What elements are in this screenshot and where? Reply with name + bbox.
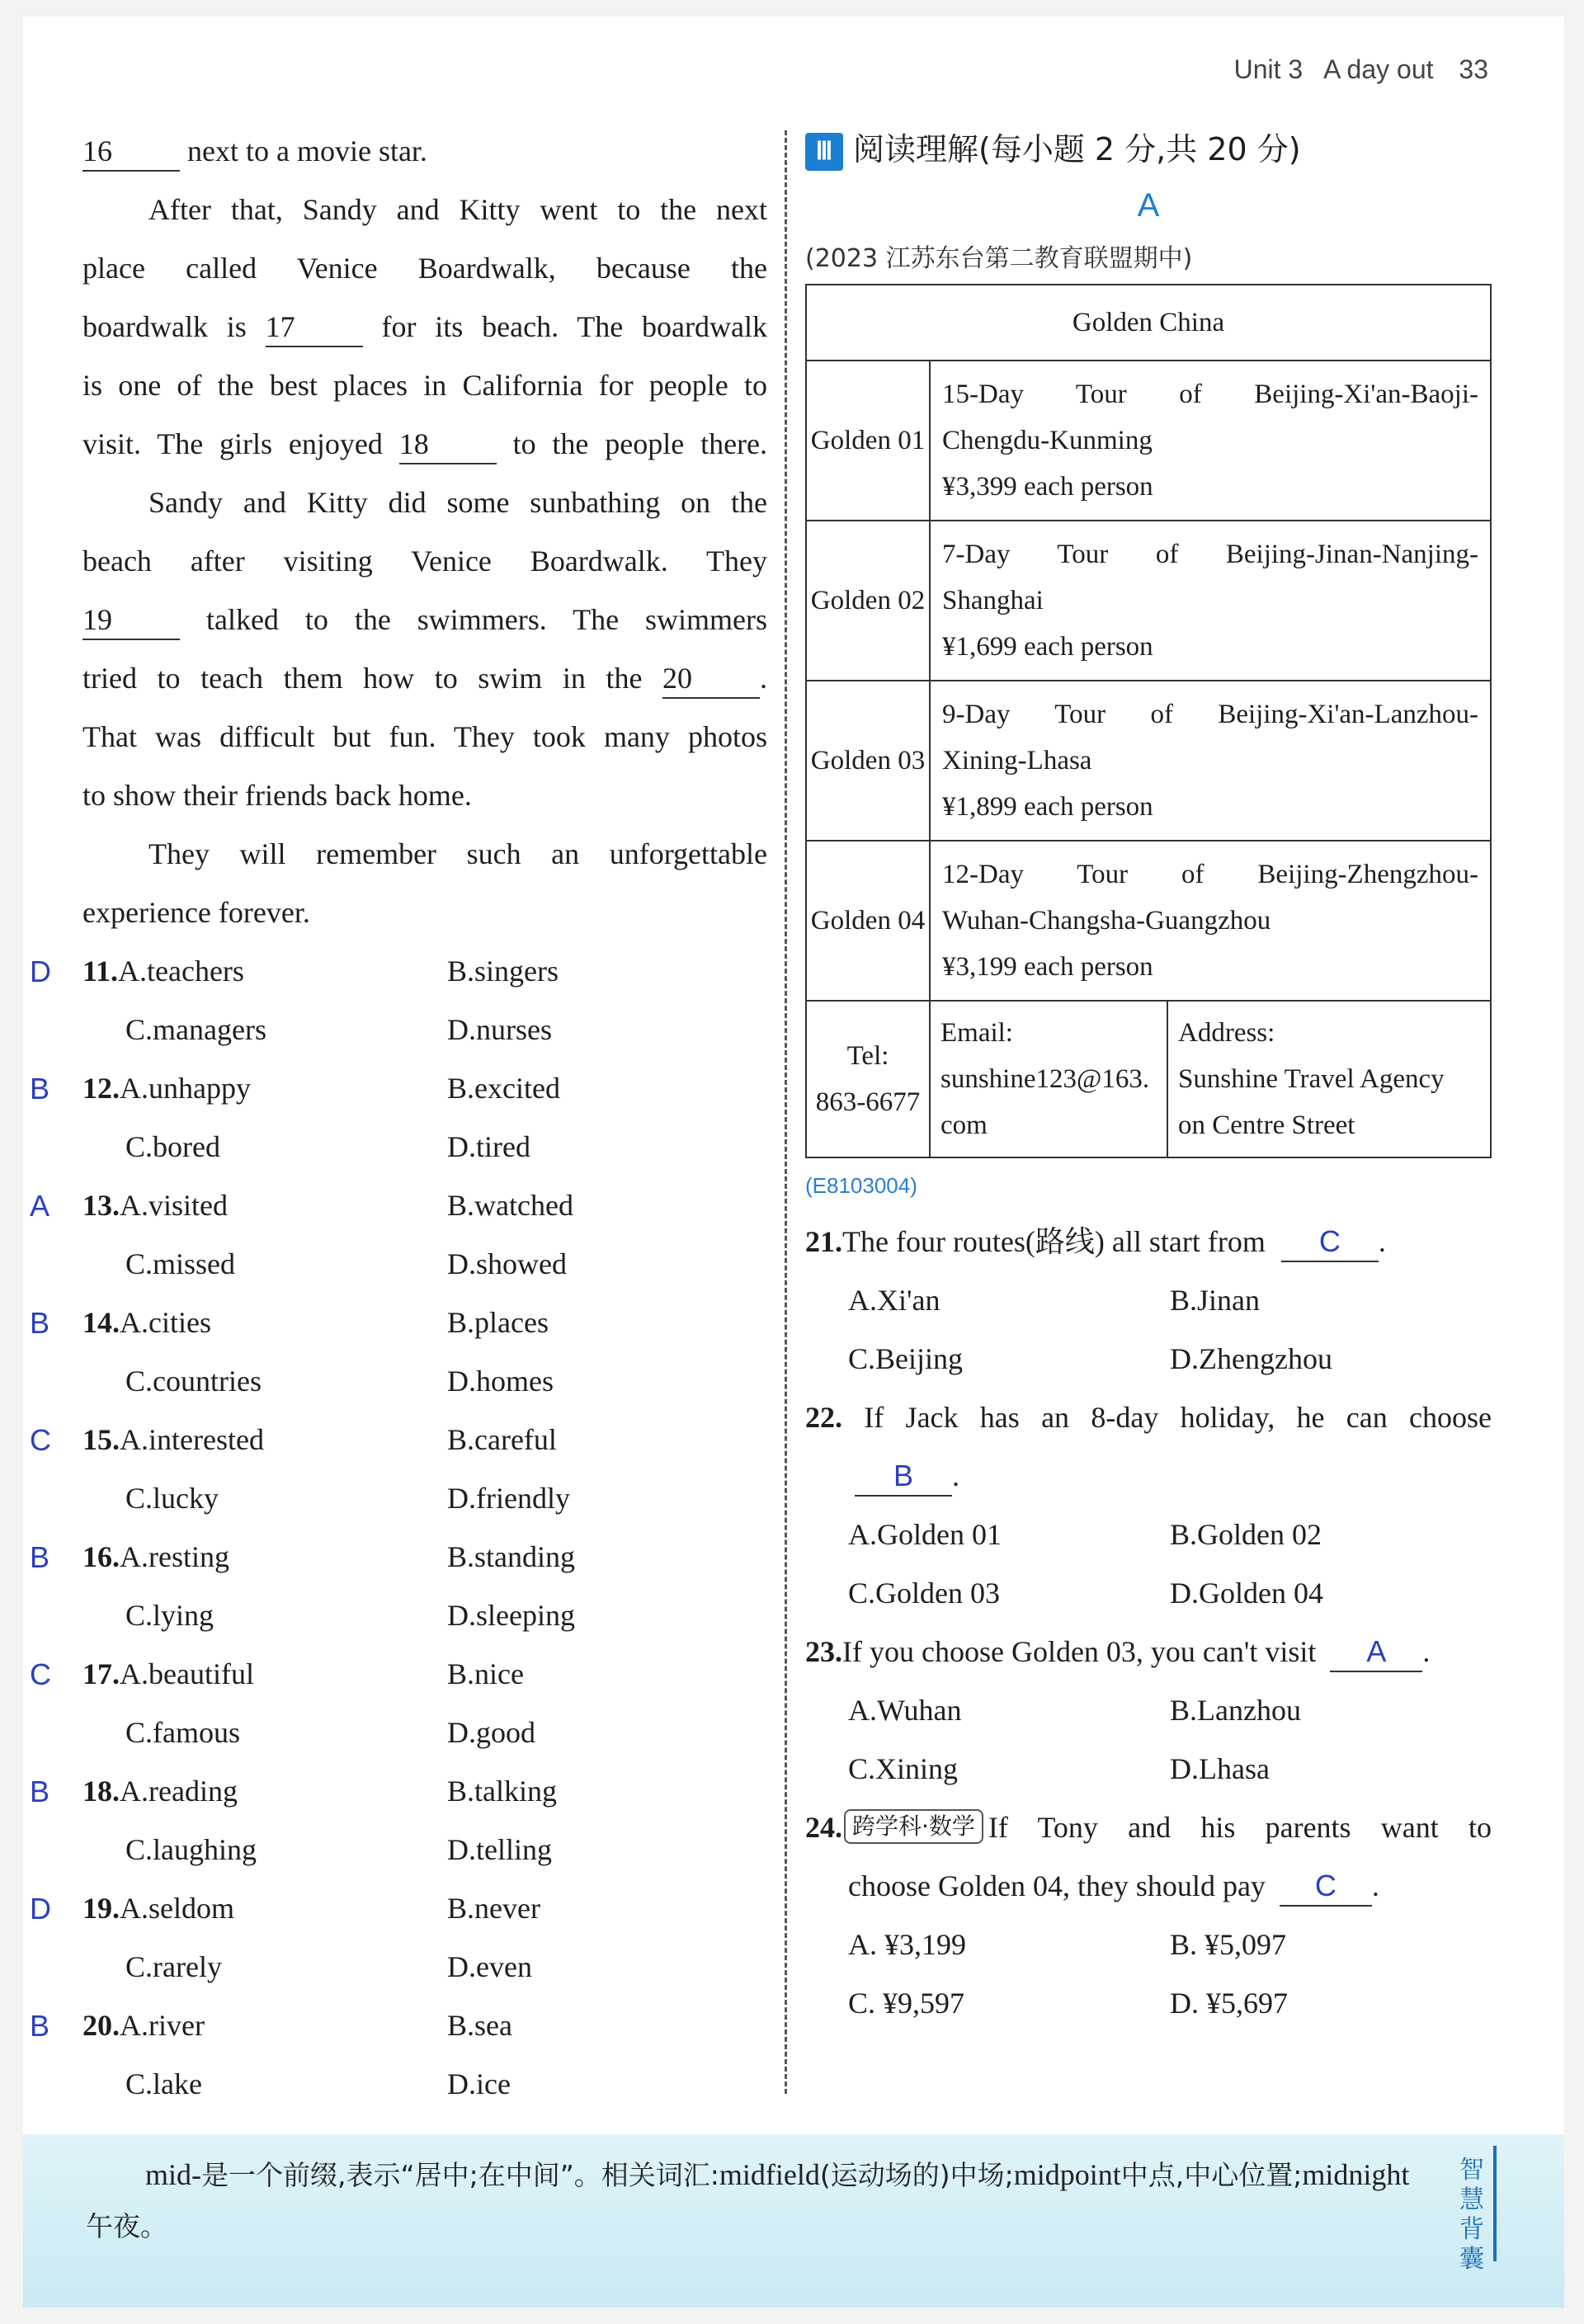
tel-label: Tel: [846,1041,889,1071]
option-d: D.nurses [447,1013,552,1046]
cloze-question-15 [30,1411,767,1469]
handwritten-answer: D [30,1892,51,1926]
passage-text: . [760,662,768,695]
reading-question-21 [805,1213,1492,1271]
option-a: A.Xi'an [848,1284,940,1317]
cloze-question-14 [30,1294,767,1352]
options-row [805,1564,1492,1623]
option-b: B.watched [447,1189,573,1222]
tour-info [930,841,1491,1001]
options-row [805,1330,1492,1388]
option-b: B.talking [447,1775,557,1808]
table-row [806,681,1491,841]
tour-route: Shanghai [942,586,1044,615]
option-b: B.never [447,1892,540,1925]
email-cell [930,1001,1167,1157]
tip-note: 午夜。 [86,2210,167,2242]
table-row [806,521,1491,681]
option-b: B.sea [447,2009,512,2042]
cross-subject-tag: 跨学科·数学 [844,1809,983,1844]
handwritten-answer: D [30,955,51,988]
option-a: A.Golden 01 [848,1518,1002,1551]
tour-price: ¥1,699 each person [942,632,1153,662]
handwritten-answer: C [30,1657,51,1691]
option-a: A.interested [120,1423,264,1456]
blank-20: 20 [662,659,760,699]
question-text: If Jack has an 8-day holiday, he can choose [864,1401,1492,1434]
passage-text: next to a movie star. [187,134,427,167]
cloze-question-14-row2 [82,1352,767,1411]
handwritten-answer: C [30,1423,51,1457]
tour-route: 15-Day Tour of Beijing-Xi'an-Baoji- [942,379,1478,409]
blank-17: 17 [266,308,363,347]
option-d: D.sleeping [447,1599,575,1632]
page-header [1234,54,1488,85]
passage-line: is one of the best places in California for people to [82,369,767,402]
option-b: B.places [447,1306,549,1339]
option-a: A. ¥3,199 [848,1928,966,1961]
cloze-question-12 [30,1059,767,1118]
reading-question-24 [805,1798,1492,1857]
handwritten-answer: B [30,2009,50,2043]
handwritten-answer: B [30,1306,50,1340]
tip-note: 中点,中心位置; [1120,2159,1303,2191]
option-a: A.Wuhan [848,1694,962,1727]
tour-name: Golden 01 [806,361,930,521]
option-d: D.Zhengzhou [1170,1342,1332,1375]
handwritten-answer: A [1366,1634,1387,1668]
answer-blank [1330,1633,1422,1672]
option-d: D.good [447,1716,535,1749]
question-text: If you choose Golden 03, you can't visit [842,1635,1317,1668]
option-a: A.cities [120,1306,211,1339]
cloze-question-20 [30,1996,767,2055]
tour-price: ¥3,199 each person [942,952,1153,982]
tour-route: 9-Day Tour of Beijing-Xi'an-Lanzhou- [942,700,1478,729]
tour-table [805,284,1492,1158]
question-number: 16. [82,1540,120,1573]
table-title: Golden China [806,285,1491,361]
cloze-question-17 [30,1645,767,1704]
question-number: 15. [82,1423,120,1456]
question-number: 24. [805,1811,842,1844]
option-c: C.countries [125,1365,262,1398]
tour-name: Golden 03 [806,681,930,841]
option-a: A.beautiful [120,1657,254,1690]
tip-box [23,2134,1564,2308]
question-end: . [1371,1869,1379,1902]
cloze-question-15-row2 [82,1469,767,1528]
cloze-question-20-row2 [82,2055,767,2114]
option-c: C.Golden 03 [848,1577,1000,1610]
page-number: 33 [1459,54,1488,84]
question-text: The four routes(路线) all start from [842,1225,1266,1258]
reading-question-24-line2 [805,1857,1492,1916]
question-text: choose Golden 04, they should pay [848,1869,1266,1902]
passage-letter: A [1137,187,1160,224]
tip-text [86,2149,1422,2252]
option-a: A.river [120,2009,205,2042]
tour-route: 7-Day Tour of Beijing-Jinan-Nanjing- [942,540,1478,569]
question-end: . [1378,1225,1386,1258]
section-title-text: 阅读理解(每小题 2 分,共 20 分) [853,131,1301,167]
handwritten-answer: C [1318,1224,1341,1258]
question-text: If Tony and his parents want to [988,1811,1492,1844]
option-d: D.tired [447,1130,530,1163]
tour-route: Xining-Lhasa [942,746,1092,775]
passage-line: After that, Sandy and Kitty went to the next [148,193,767,226]
question-number: 19. [82,1892,120,1925]
tour-price: ¥1,899 each person [942,792,1153,822]
email-value: com [940,1110,988,1140]
tip-note: 是一个前缀,表示“居中;在中间”。相关词汇: [201,2159,719,2191]
option-a: A.teachers [118,955,244,988]
question-number: 11. [82,955,119,988]
question-number: 20. [82,2009,120,2042]
cloze-question-11 [30,942,767,1001]
cloze-question-19 [30,1879,767,1938]
passage-line: That was difficult but fun. They took many photos [82,720,767,753]
tip-side-label: 智慧背囊 [1459,2156,1484,2274]
question-number: 18. [82,1775,120,1808]
question-code: (E8103004) [805,1173,917,1198]
tour-name: Golden 04 [806,841,930,1001]
answer-blank [1281,1223,1379,1262]
cloze-question-16-row2 [82,1586,767,1645]
passage-line: place called Venice Boardwalk, because the [82,252,767,285]
passage-line [82,591,767,649]
option-d: D.friendly [447,1482,570,1515]
handwritten-answer: A [30,1189,50,1223]
option-d: D.telling [447,1833,552,1866]
option-b: B.standing [447,1540,576,1573]
option-c: C.Beijing [848,1342,964,1375]
contact-row [806,1001,1491,1157]
cloze-question-11-row2 [82,1001,767,1059]
option-c: C.lake [125,2067,202,2100]
option-d: D. ¥5,697 [1170,1987,1288,2020]
email-value: sunshine123@163. [940,1064,1150,1094]
options-row [805,1916,1492,1974]
section-title [805,122,1492,177]
option-b: B.nice [447,1657,524,1690]
option-b: B.excited [447,1072,560,1105]
option-c: C.Xining [848,1752,959,1785]
option-c: C.managers [125,1013,266,1046]
tel-cell [806,1001,930,1157]
column-divider [785,130,787,2094]
section-number-icon: Ⅲ [805,133,843,171]
option-d: D.homes [447,1365,554,1398]
option-b: B.Lanzhou [1170,1694,1301,1727]
tel-value: 863-6677 [815,1087,921,1117]
option-c: C.bored [125,1130,220,1163]
passage-text: visit. The girls enjoyed [82,427,383,460]
question-number: 23. [805,1635,842,1668]
address-label: Address: [1178,1018,1275,1048]
cloze-question-13-row2 [82,1235,767,1294]
handwritten-answer: C [1314,1869,1336,1902]
passage-line [82,415,767,474]
source-note: (2023 江苏东台第二教育联盟期中) [805,244,1193,273]
address-value: Sunshine Travel Agency [1178,1064,1445,1094]
tip-word: midnight [1302,2158,1410,2191]
passage-text: for its beach. The boardwalk [381,310,768,343]
options-row [805,1740,1492,1798]
option-c: C.missed [125,1247,236,1280]
tour-name: Golden 02 [806,521,930,681]
passage-line: beach after visiting Venice Boardwalk. They [82,544,767,577]
question-end: . [1422,1635,1431,1668]
passage-line: They will remember such an unforgettable [148,837,767,870]
option-d: D.ice [447,2067,511,2100]
blank-18: 18 [399,425,497,464]
tour-info [930,521,1491,681]
cloze-question-18 [30,1762,767,1821]
option-c: C. ¥9,597 [848,1987,965,2020]
tour-price: ¥3,399 each person [942,472,1153,502]
reading-question-22 [805,1388,1492,1447]
question-number: 21. [805,1225,842,1258]
option-d: D.Golden 04 [1170,1577,1323,1610]
passage-text: boardwalk is [82,310,247,343]
address-cell [1167,1001,1491,1157]
reading-question-23 [805,1623,1492,1681]
cloze-options [30,942,767,2114]
option-a: A.resting [120,1540,229,1573]
tip-side-bar [1493,2146,1497,2261]
cloze-question-13 [30,1176,767,1235]
option-b: B.careful [447,1423,557,1456]
option-d: D.showed [447,1247,567,1280]
tour-info [930,361,1491,521]
handwritten-answer: B [30,1540,50,1574]
option-c: C.lying [125,1599,214,1632]
passage-line [82,649,767,708]
question-number: 13. [82,1189,120,1222]
options-row [805,1506,1492,1564]
cloze-question-18-row2 [82,1821,767,1879]
unit-title: A day out [1323,54,1434,84]
options-row [805,1271,1492,1330]
answer-blank [855,1457,952,1497]
tip-word: midpoint [1013,2158,1121,2191]
question-number: 14. [82,1306,120,1339]
question-number: 22. [805,1401,842,1434]
option-b: B.Jinan [1170,1284,1261,1317]
address-value: on Centre Street [1178,1110,1355,1140]
email-label: Email: [940,1018,1013,1048]
left-column [30,122,768,2114]
question-number: 12. [82,1072,120,1105]
tip-note: (运动场的)中场; [819,2159,1014,2191]
blank-16: 16 [82,132,180,172]
passage-line: to show their friends back home. [82,779,472,812]
cloze-question-16 [30,1528,767,1586]
reading-question-22-blank [805,1447,1492,1506]
option-d: D.even [447,1950,532,1983]
option-a: A.visited [120,1189,228,1222]
tip-word: midfield [719,2158,820,2191]
tour-route: 12-Day Tour of Beijing-Zhengzhou- [942,860,1478,889]
passage-text: talked to the swimmers. The swimmers [205,603,768,636]
option-a: A.seldom [120,1892,234,1925]
cloze-question-17-row2 [82,1704,767,1762]
cloze-question-19-row2 [82,1938,767,1996]
question-end: . [952,1459,959,1492]
passage-text: to the people there. [512,427,768,460]
table-row [806,361,1491,521]
blank-19: 19 [82,601,180,640]
handwritten-answer: B [893,1459,913,1492]
answer-blank [1280,1867,1372,1907]
tour-route: Wuhan-Changsha-Guangzhou [942,906,1271,936]
passage-text: tried to teach them how to swim in the [82,662,643,695]
option-b: B.Golden 02 [1170,1518,1322,1551]
unit-label: Unit 3 [1233,54,1304,84]
cloze-passage [82,122,767,942]
option-c: C.rarely [125,1950,222,1983]
option-c: C.famous [125,1716,240,1749]
cloze-question-12-row2 [82,1118,767,1176]
right-column [805,122,1492,2033]
passage-line [82,298,767,356]
table-row [806,841,1491,1001]
passage-line [82,122,767,181]
option-a: A.reading [120,1775,238,1808]
passage-line: experience forever. [82,896,310,929]
option-c: C.laughing [125,1833,257,1866]
passage-line: Sandy and Kitty did some sunbathing on the [148,486,767,519]
option-b: B. ¥5,097 [1170,1928,1287,1961]
tour-info [930,681,1491,841]
option-b: B.singers [447,955,559,988]
tour-route: Chengdu-Kunming [942,426,1153,455]
question-number: 17. [82,1657,120,1690]
handwritten-answer: B [30,1072,50,1105]
option-a: A.unhappy [120,1072,251,1105]
handwritten-answer: B [30,1775,50,1808]
options-row [805,1974,1492,2033]
tip-word: mid- [145,2158,201,2191]
option-d: D.Lhasa [1170,1752,1270,1785]
options-row [805,1681,1492,1740]
option-c: C.lucky [125,1482,219,1515]
